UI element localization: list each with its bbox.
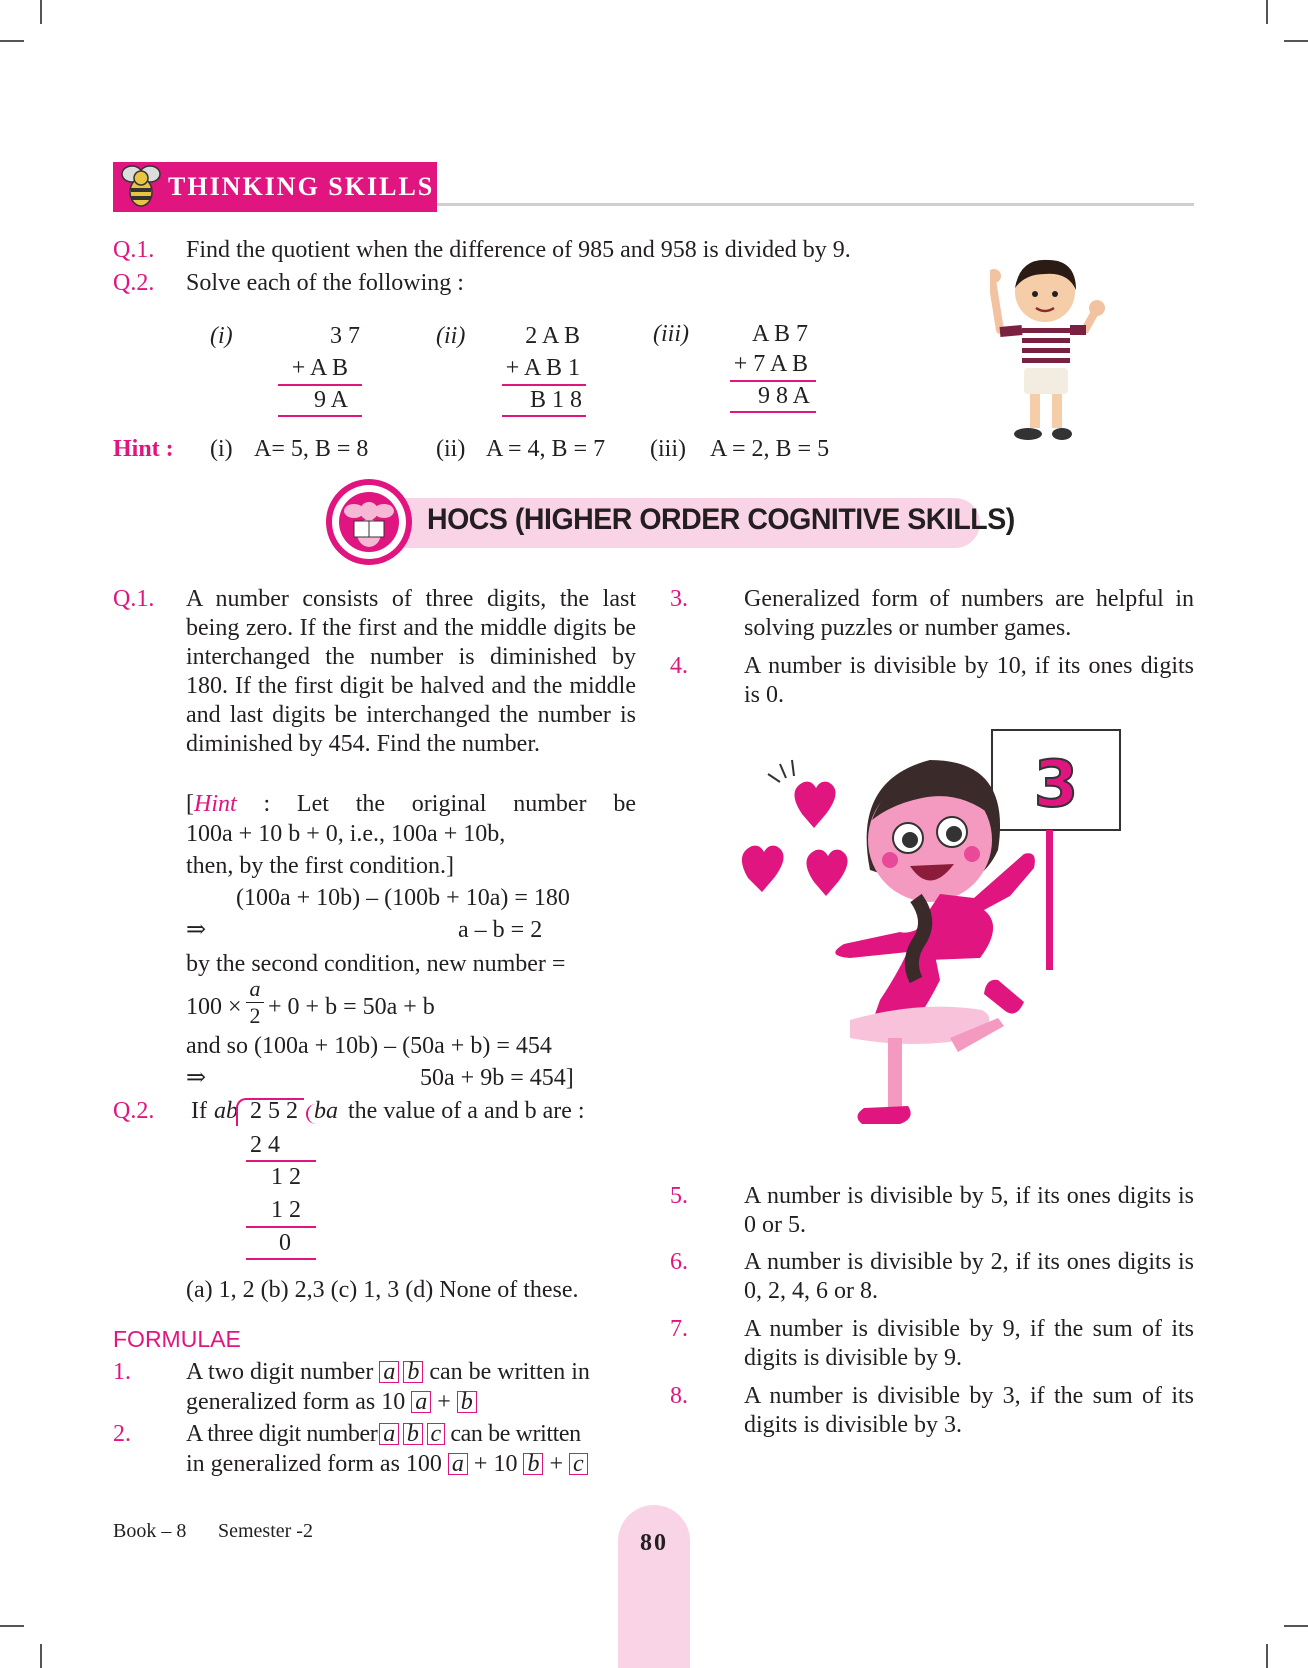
hocs-q2-label: Q.2.	[113, 1098, 155, 1124]
problem-line1: 3 7	[330, 323, 360, 349]
thinking-q2-text: Solve each of the following :	[186, 270, 464, 296]
hocs-hint-l3: then, by the first condition.]	[186, 853, 454, 879]
hint-num: (i)	[210, 436, 233, 462]
hocs-hint-l2: 100a + 10 b + 0, i.e., 100a + 10b,	[186, 821, 506, 847]
item-num: 6.	[670, 1249, 688, 1275]
hint-label: Hint :	[113, 436, 174, 462]
crop-mark	[40, 0, 42, 24]
digit-box-a: a	[379, 1361, 399, 1383]
digit-box-b: b	[523, 1453, 543, 1475]
item-num: 8.	[670, 1383, 688, 1409]
problem-result: 9 8 A	[757, 383, 810, 409]
hint-text: A = 2, B = 5	[710, 436, 830, 462]
problem-num: (iii)	[653, 321, 689, 347]
formula-1-text-a: A two digit number	[186, 1359, 374, 1385]
thinking-q1-label: Q.1.	[113, 237, 155, 263]
crop-mark	[1266, 1644, 1268, 1668]
plus-sign: +	[549, 1451, 563, 1477]
formula-2-num: 2.	[113, 1421, 131, 1447]
formula-1-line1	[186, 1358, 590, 1387]
crop-mark	[0, 1625, 24, 1627]
hocs-q2-if: If	[191, 1098, 207, 1124]
crop-mark	[1284, 1625, 1308, 1627]
fraction-numerator: a	[249, 976, 261, 1001]
formulae-title: FORMULAE	[113, 1326, 241, 1352]
item-text: A number is divisible by 10, if its ones digits is 0.	[744, 653, 1194, 708]
equation-4: and so (100a + 10b) – (50a + b) = 454	[186, 1033, 552, 1059]
hocs-q1-text: A number consists of three digits, the last being zero. If the first and the middle digits be interchanged the number is diminished by 180. If the first digit be halved and the middle and last digits be interchanged the number is diminished by 454. Find the number.	[186, 586, 636, 757]
problem-num: (i)	[210, 323, 233, 349]
digit-box-a: a	[448, 1453, 468, 1475]
formula-2-text-c: in generalized form as 100	[186, 1451, 442, 1477]
sign-number: 3	[1033, 748, 1079, 822]
equation-1: (100a + 10b) – (100b + 10a) = 180	[236, 885, 570, 911]
item-text: Generalized form of numbers are helpful in solving puzzles or number games.	[744, 586, 1194, 641]
problem-line2: + A B	[291, 355, 348, 381]
formula-2-text-b: can be written	[450, 1421, 581, 1447]
hocs-title: HOCS (HIGHER ORDER COGNITIVE SKILLS)	[427, 503, 1015, 536]
hocs-q2-rest: the value of a and b are :	[348, 1098, 585, 1124]
thinking-q2-label: Q.2.	[113, 270, 155, 296]
plus-ten: + 10	[473, 1451, 518, 1477]
equation-2: a – b = 2	[458, 917, 543, 943]
division-rule	[246, 1226, 316, 1228]
header-rule	[437, 203, 1194, 206]
problem-result: 9 A	[313, 387, 348, 413]
crop-mark	[0, 40, 24, 42]
digit-box-b: b	[457, 1391, 477, 1413]
formula-2-line2	[186, 1450, 588, 1479]
hocs-hint-line: [Hint : Let the original number be	[186, 791, 636, 817]
item-num: 5.	[670, 1183, 688, 1209]
hint-word: Hint	[194, 791, 237, 817]
sum-rule	[730, 411, 816, 413]
implies-sign: ⇒	[186, 917, 207, 943]
hint-text: A= 5, B = 8	[254, 436, 369, 462]
fraction	[246, 978, 264, 1027]
equation-3-post: + 0 + b = 50a + b	[268, 994, 435, 1020]
formula-1-num: 1.	[113, 1359, 131, 1385]
digit-box-c: c	[569, 1453, 588, 1475]
formula-2-line1	[186, 1420, 581, 1449]
crop-mark	[1266, 0, 1268, 24]
problem-line1: A B 7	[751, 321, 808, 347]
division-rule	[246, 1258, 316, 1260]
bee-icon	[118, 160, 164, 210]
problem-line1: 2 A B	[525, 323, 580, 349]
page-number: 80	[640, 1530, 668, 1556]
formula-1-line2	[186, 1388, 477, 1417]
thinking-skills-title: THINKING SKILLS	[168, 172, 435, 201]
digit-box-a: a	[411, 1391, 431, 1413]
sum-rule	[278, 415, 362, 417]
sum-rule	[502, 415, 586, 417]
division-step: 0	[279, 1230, 291, 1256]
problem-num: (ii)	[436, 323, 466, 349]
crop-mark	[40, 1644, 42, 1668]
hint-rest: : Let the original number be	[236, 791, 636, 817]
girl-illustration	[740, 720, 1130, 1160]
thinking-q1-text: Find the quotient when the difference of 985 and 958 is divided by 9.	[186, 237, 851, 263]
problem-line2: + A B 1	[505, 355, 580, 381]
hint-num: (iii)	[650, 436, 686, 462]
division-step: 1 2	[271, 1197, 301, 1223]
digit-box-b: b	[403, 1423, 423, 1445]
division-rule	[246, 1160, 316, 1162]
division-step: 2 4	[250, 1132, 280, 1158]
equation-5: 50a + 9b = 454]	[420, 1065, 574, 1091]
division-step: 1 2	[271, 1164, 301, 1190]
item-text: A number is divisible by 5, if its ones digits is 0 or 5.	[744, 1183, 1194, 1238]
divisor: ab	[214, 1098, 238, 1124]
footer-book: Book – 8	[113, 1520, 187, 1542]
digit-box-b: b	[403, 1361, 423, 1383]
digit-box-c: c	[427, 1423, 445, 1445]
item-text: A number is divisible by 2, if its ones digits is 0, 2, 4, 6 or 8.	[744, 1249, 1194, 1304]
footer-semester: Semester -2	[218, 1520, 313, 1542]
formula-1-text-c: generalized form as 10	[186, 1389, 406, 1415]
hocs-q1-label: Q.1.	[113, 586, 155, 612]
dividend: 2 5 2	[250, 1098, 298, 1124]
item-text: A number is divisible by 9, if the sum of its digits is divisible by 9.	[744, 1316, 1194, 1371]
item-text: A number is divisible by 3, if the sum of its digits is divisible by 3.	[744, 1383, 1194, 1438]
reading-bee-icon	[336, 489, 402, 555]
formula-2-text-a: A three digit number	[186, 1421, 378, 1447]
implies-sign: ⇒	[186, 1065, 207, 1091]
boy-illustration	[990, 250, 1110, 450]
item-num: 7.	[670, 1316, 688, 1342]
fraction-denominator: 2	[249, 1003, 261, 1028]
digit-box-a: a	[379, 1423, 399, 1445]
item-num: 4.	[670, 653, 688, 679]
equation-3-pre: 100 ×	[186, 994, 242, 1020]
hint-num: (ii)	[436, 436, 466, 462]
quotient: ba	[314, 1098, 338, 1124]
answer-options: (a) 1, 2 (b) 2,3 (c) 1, 3 (d) None of these.	[186, 1277, 579, 1303]
hint-text: A = 4, B = 7	[486, 436, 606, 462]
problem-result: B 1 8	[529, 387, 582, 413]
formula-1-text-b: can be written in	[429, 1359, 590, 1385]
crop-mark	[1284, 40, 1308, 42]
problem-line2: + 7 A B	[733, 351, 808, 377]
condition-2: by the second condition, new number =	[186, 951, 566, 977]
plus-sign: +	[437, 1389, 451, 1415]
item-num: 3.	[670, 586, 688, 612]
